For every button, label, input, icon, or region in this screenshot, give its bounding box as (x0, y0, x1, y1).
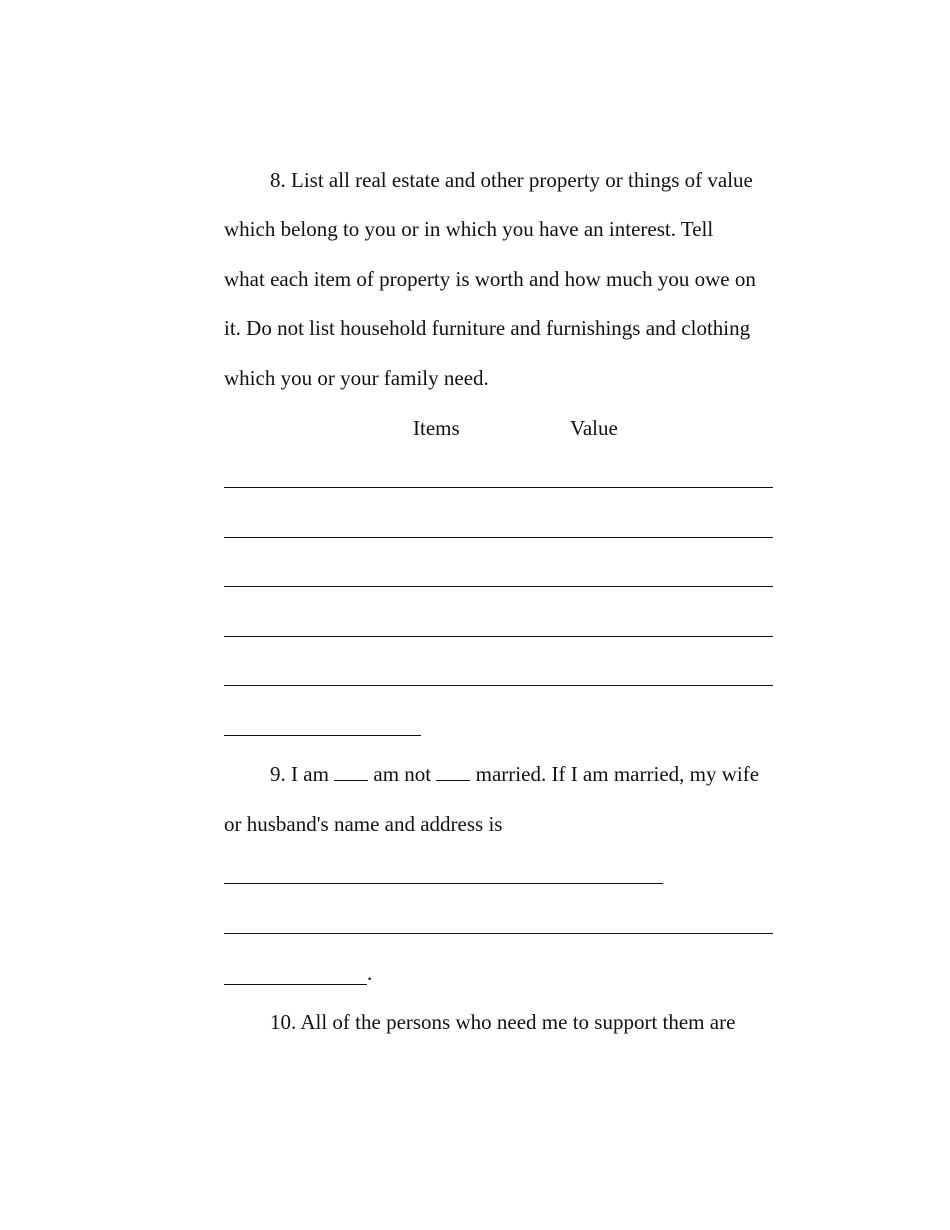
spouse-blank-line-2[interactable] (224, 933, 773, 934)
property-blank-line-5[interactable] (224, 685, 773, 686)
item9-part-1: 9. I am (270, 762, 329, 786)
item10-line-1: 10. All of the persons who need me to support them are (270, 1010, 736, 1034)
item8-line-4: it. Do not list household furniture and furnishings and clothing (224, 316, 751, 340)
item9-part-2: am not (373, 762, 432, 786)
item8-line-5: which you or your family need. (224, 366, 489, 390)
item8-line-1: 8. List all real estate and other property or things of value (270, 168, 753, 192)
property-blank-line-4[interactable] (224, 636, 773, 637)
property-blank-line-6[interactable] (224, 735, 421, 736)
property-blank-line-2[interactable] (224, 537, 773, 538)
item9-line-1 (270, 762, 759, 786)
item8-line-2: which belong to you or in which you have an interest. Tell (224, 217, 714, 241)
spouse-blank-line-1[interactable] (224, 883, 663, 884)
item9-line-2: or husband's name and address is (224, 812, 503, 836)
value-column-header: Value (570, 416, 618, 440)
spouse-line-period: . (367, 961, 373, 985)
item9-part-3: married. If I am married, my wife (475, 762, 760, 786)
property-blank-line-3[interactable] (224, 586, 773, 587)
am-not-married-blank[interactable] (436, 762, 470, 781)
property-blank-line-1[interactable] (224, 487, 773, 488)
item8-line-3: what each item of property is worth and how much you owe on (224, 267, 756, 291)
spouse-blank-line-3[interactable] (224, 984, 367, 985)
am-married-blank[interactable] (334, 762, 368, 781)
items-column-header: Items (413, 416, 460, 440)
